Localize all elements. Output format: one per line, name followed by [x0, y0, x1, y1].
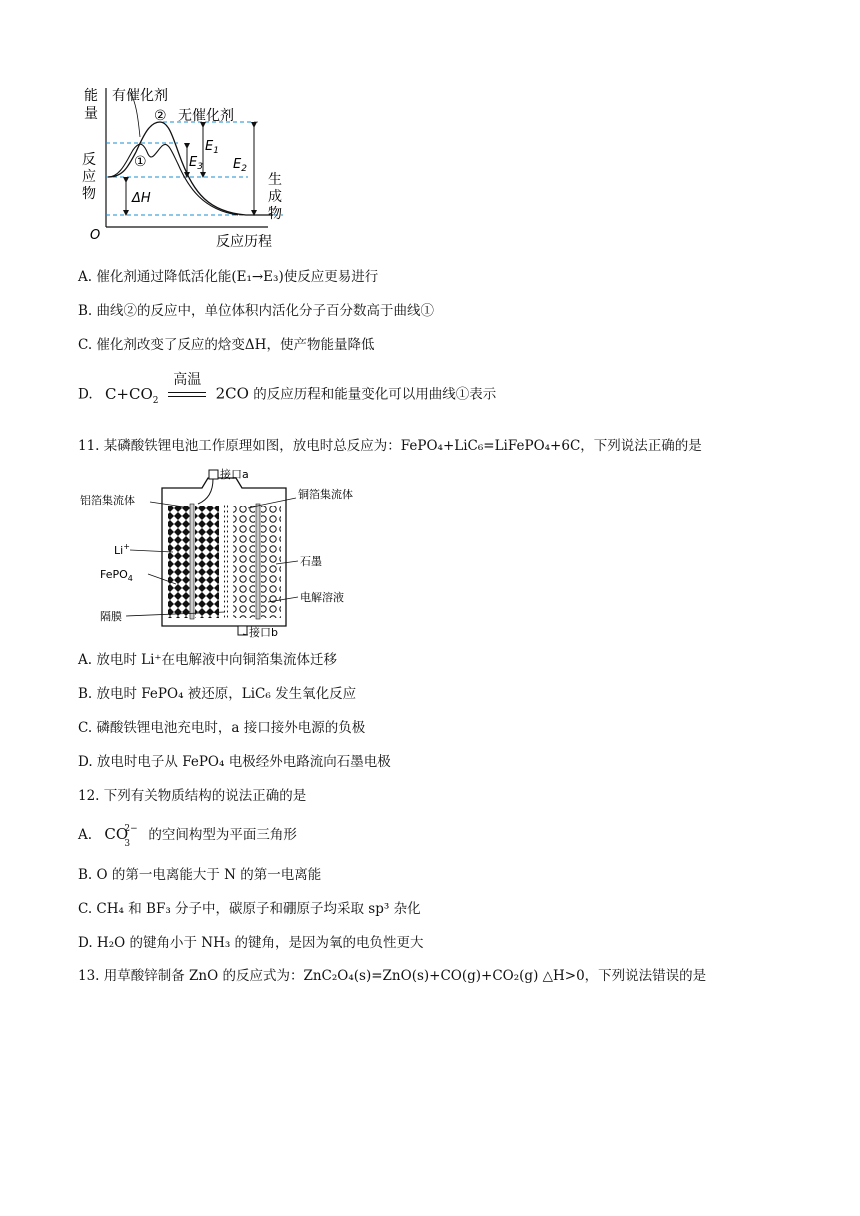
separator	[224, 504, 228, 620]
port-b-label: 接口b	[249, 626, 278, 639]
e2-label: $E_2$	[233, 157, 247, 174]
carbonate-ion: CO 2− 3	[104, 824, 138, 849]
q12-stem: 12. 下列有关物质结构的说法正确的是	[78, 788, 307, 804]
e1-label: $E_1$	[205, 139, 219, 156]
curve2-marker: ②	[154, 108, 167, 124]
y-label-2: 量	[84, 106, 98, 122]
q10-option-d	[78, 372, 497, 411]
q10-option-c: C. 催化剂改变了反应的焓变ΔH，使产物能量降低	[78, 337, 375, 353]
q10-d-prefix: D.	[78, 386, 93, 403]
without-catalyst-label: 无催化剂	[178, 108, 234, 124]
reactant-label-3: 物	[82, 186, 96, 202]
with-catalyst-label: 有催化剂	[112, 88, 168, 104]
q10-d-suffix: 的反应历程和能量变化可以用曲线①表示	[253, 386, 497, 403]
port-a-label: 接口a	[220, 468, 249, 481]
q10-d-product: 2CO	[215, 384, 249, 403]
q12-option-a	[78, 824, 297, 849]
cu-collector	[256, 504, 260, 619]
lifepo4-electrode-left	[168, 506, 190, 618]
graphite-electrode-left	[233, 506, 255, 618]
port-a	[209, 470, 218, 479]
q11-stem: 11. 某磷酸铁锂电池工作原理如图，放电时总反应为：FePO₄+LiC₆=LiFePO₄+6C，下列说法正确的是	[78, 438, 702, 454]
energy-diagram	[78, 82, 298, 252]
graphite-label: 石墨	[300, 555, 322, 568]
x-axis-label: 反应历程	[216, 234, 272, 250]
q11-option-c: C. 磷酸铁锂电池充电时，a 接口接外电源的负极	[78, 720, 366, 736]
q11-option-b: B. 放电时 FePO₄ 被还原，LiC₆ 发生氧化反应	[78, 686, 357, 702]
battery-diagram	[78, 464, 378, 644]
e3-label: $E_3$	[189, 155, 203, 172]
q10-d-reaction-arrow	[165, 372, 209, 402]
y-label-1: 能	[84, 88, 98, 104]
q12-a-prefix: A.	[78, 827, 93, 843]
q11-option-a: A. 放电时 Li⁺在电解液中向铜箔集流体迁移	[78, 652, 338, 668]
q12-option-b: B. O 的第一电离能大于 N 的第一电离能	[78, 867, 322, 883]
delta-h-label: ΔH	[132, 191, 151, 206]
separator-label: 隔膜	[100, 610, 122, 623]
curve1-marker: ①	[134, 154, 147, 170]
q12-a-suffix: 的空间构型为平面三角形	[148, 827, 297, 843]
al-collector-label: 铝箔集流体	[80, 494, 135, 507]
cu-collector-label: 铜箔集流体	[298, 488, 353, 501]
q13-stem: 13. 用草酸锌制备 ZnO 的反应式为：ZnC₂O₄(s)=ZnO(s)+CO(g)+CO₂(g) △H>0，下列说法错误的是	[78, 968, 707, 984]
q10-option-a: A. 催化剂通过降低活化能(E₁→E₃)使反应更易进行	[78, 269, 379, 285]
product-label-1: 生	[268, 172, 282, 188]
q12-option-d: D. H₂O 的键角小于 NH₃ 的键角，是因为氧的电负性更大	[78, 935, 424, 951]
origin-label: O	[90, 228, 101, 243]
fepo4-label: FePO$_4$	[100, 568, 133, 583]
product-label-2: 成	[268, 189, 282, 205]
q10-d-reactants-sub: 2	[152, 395, 159, 406]
q10-option-b: B. 曲线②的反应中，单位体积内活化分子百分数高于曲线①	[78, 303, 435, 319]
product-label-3: 物	[268, 206, 282, 222]
q10-d-reactants: C+CO	[104, 384, 153, 403]
q12-option-c: C. CH₄ 和 BF₃ 分子中，碳原子和硼原子均采取 sp³ 杂化	[78, 901, 421, 917]
li-ion-label: Li+	[114, 542, 130, 557]
q10-d-condition: 高温	[173, 372, 202, 388]
reactant-label-1: 反	[82, 152, 96, 168]
al-collector	[190, 504, 194, 619]
q11-option-d: D. 放电时电子从 FePO₄ 电极经外电路流向石墨电极	[78, 754, 391, 770]
reactant-label-2: 应	[82, 169, 96, 185]
electrolyte-label: 电解溶液	[300, 591, 344, 604]
port-b	[238, 626, 247, 635]
lifepo4-electrode-right	[195, 506, 219, 618]
